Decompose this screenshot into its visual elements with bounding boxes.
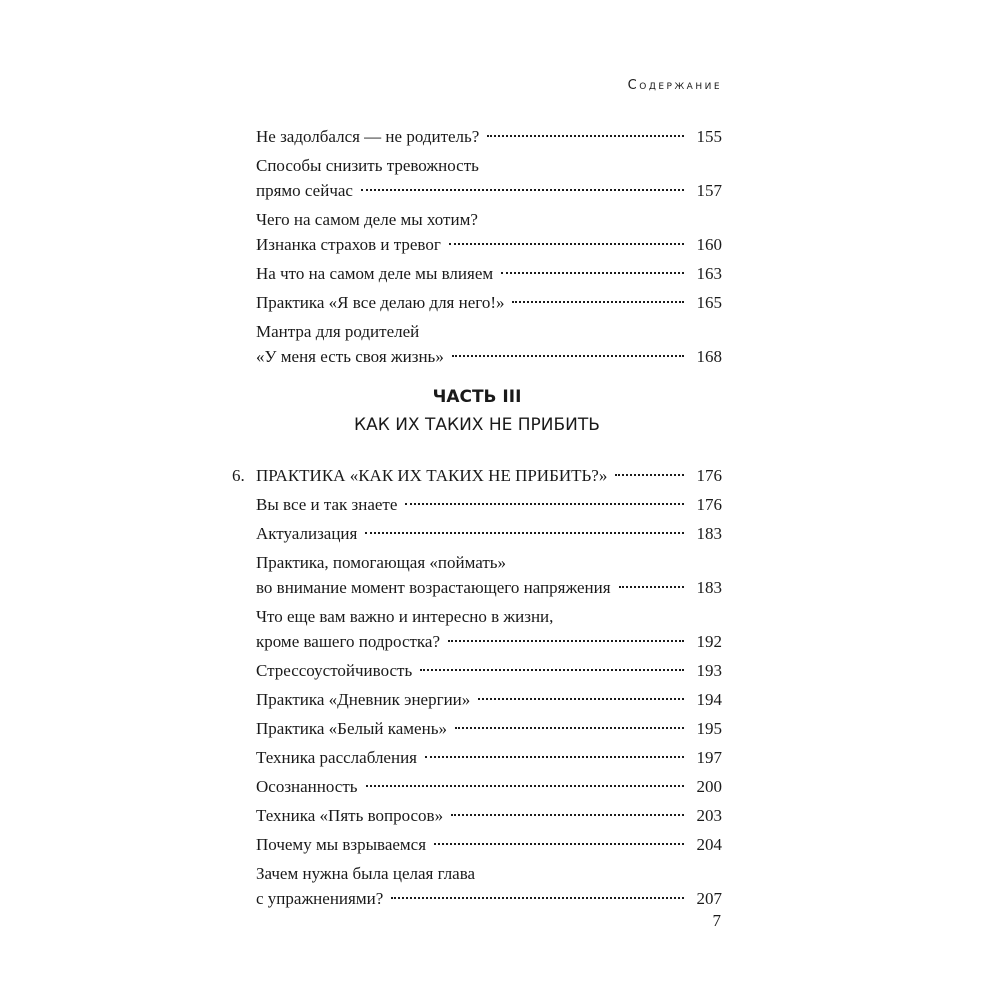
toc-entry[interactable]	[232, 207, 722, 257]
toc-entry-title: кроме вашего подростка?	[256, 632, 441, 651]
toc-entry-page: 168	[696, 347, 722, 366]
toc-entry-page: 183	[696, 524, 722, 543]
toc-entry-title-line: Мантра для родителей	[256, 322, 420, 341]
toc-entry-page: 193	[696, 661, 722, 680]
toc-entry[interactable]	[232, 604, 722, 654]
toc-entry[interactable]	[232, 153, 722, 203]
dot-leader	[425, 756, 684, 758]
toc-entry-page: 203	[696, 806, 722, 825]
toc-entry-page: 200	[696, 777, 722, 796]
toc-section-bottom	[232, 463, 722, 915]
toc-entry-page: 183	[696, 578, 722, 597]
toc-entry-page: 195	[696, 719, 722, 738]
toc-entry[interactable]	[232, 261, 722, 286]
toc-entry-page: 176	[696, 495, 722, 514]
toc-entry-page: 192	[696, 632, 722, 651]
toc-entry-page: 157	[696, 181, 722, 200]
toc-entry-title: Актуализация	[256, 524, 358, 543]
dot-leader	[615, 474, 684, 476]
toc-entry-title: Стрессоустойчивость	[256, 661, 413, 680]
toc-entry[interactable]	[232, 658, 722, 683]
toc-entry-title: Почему мы взрываемся	[256, 835, 427, 854]
dot-leader	[452, 355, 684, 357]
dot-leader	[366, 785, 684, 787]
toc-entry[interactable]	[232, 745, 722, 770]
dot-leader	[487, 135, 684, 137]
dot-leader	[361, 189, 684, 191]
part-title: КАК ИХ ТАКИХ НЕ ПРИБИТЬ	[354, 415, 600, 435]
dot-leader	[478, 698, 684, 700]
dot-leader	[501, 272, 684, 274]
toc-entry[interactable]	[232, 716, 722, 741]
toc-entry[interactable]	[232, 319, 722, 369]
toc-entry[interactable]	[232, 290, 722, 315]
toc-entry-title: Практика «Я все делаю для него!»	[256, 293, 505, 312]
toc-entry-page: 155	[696, 127, 722, 146]
dot-leader	[365, 532, 684, 534]
dot-leader	[619, 586, 684, 588]
toc-section-top	[232, 124, 722, 373]
toc-entry-title: На что на самом деле мы влияем	[256, 264, 494, 283]
dot-leader	[451, 814, 684, 816]
toc-entry-title-line: Зачем нужна была целая глава	[256, 864, 476, 883]
toc-chapter-entry[interactable]	[232, 463, 722, 488]
toc-entry-page: 207	[696, 889, 722, 908]
toc-entry-title: Не задолбался — не родитель?	[256, 127, 480, 146]
toc-entry[interactable]	[232, 803, 722, 828]
toc-entry[interactable]	[232, 521, 722, 546]
dot-leader	[391, 897, 684, 899]
chapter-number: 6.	[232, 466, 245, 485]
toc-entry-page: 163	[696, 264, 722, 283]
chapter-page: 176	[696, 466, 722, 485]
toc-entry-title: Изнанка страхов и тревог	[256, 235, 441, 254]
dot-leader	[434, 843, 684, 845]
toc-entry-title: во внимание момент возрастающего напряжения	[256, 578, 611, 597]
toc-entry[interactable]	[232, 774, 722, 799]
toc-entry-title: Осознанность	[256, 777, 358, 796]
toc-entry-title-line: Что еще вам важно и интересно в жизни,	[256, 607, 554, 626]
toc-entry-title-line: Способы снизить тревожность	[256, 156, 479, 175]
toc-entry[interactable]	[232, 550, 722, 600]
dot-leader	[455, 727, 684, 729]
toc-entry-title: Вы все и так знаете	[256, 495, 398, 514]
toc-entry[interactable]	[232, 492, 722, 517]
running-header: Содержание	[627, 78, 722, 93]
toc-entry-page: 194	[696, 690, 722, 709]
toc-entry-title: «У меня есть своя жизнь»	[256, 347, 444, 366]
toc-entry-title: Практика «Дневник энергии»	[256, 690, 471, 709]
toc-entry-page: 165	[696, 293, 722, 312]
dot-leader	[449, 243, 684, 245]
page-number: 7	[712, 911, 721, 930]
part-label: ЧАСТЬ III	[432, 387, 522, 407]
dot-leader	[512, 301, 684, 303]
toc-entry-title: Техника «Пять вопросов»	[256, 806, 444, 825]
dot-leader	[420, 669, 684, 671]
toc-entry-page: 197	[696, 748, 722, 767]
toc-entry[interactable]	[232, 124, 722, 149]
toc-entry-title: прямо сейчас	[256, 181, 353, 200]
toc-entry-title: Практика «Белый камень»	[256, 719, 447, 738]
dot-leader	[448, 640, 684, 642]
toc-entry-page: 204	[696, 835, 722, 854]
toc-entry-page: 160	[696, 235, 722, 254]
dot-leader	[405, 503, 684, 505]
toc-entry[interactable]	[232, 832, 722, 857]
toc-entry-title-line: Чего на самом деле мы хотим?	[256, 210, 478, 229]
chapter-title: ПРАКТИКА «КАК ИХ ТАКИХ НЕ ПРИБИТЬ?»	[256, 466, 608, 485]
toc-entry-title: Техника расслабления	[256, 748, 417, 767]
toc-entry[interactable]	[232, 861, 722, 911]
toc-entry-title: с упражнениями?	[256, 889, 384, 908]
toc-entry-title-line: Практика, помогающая «поймать»	[256, 553, 507, 572]
toc-entry[interactable]	[232, 687, 722, 712]
